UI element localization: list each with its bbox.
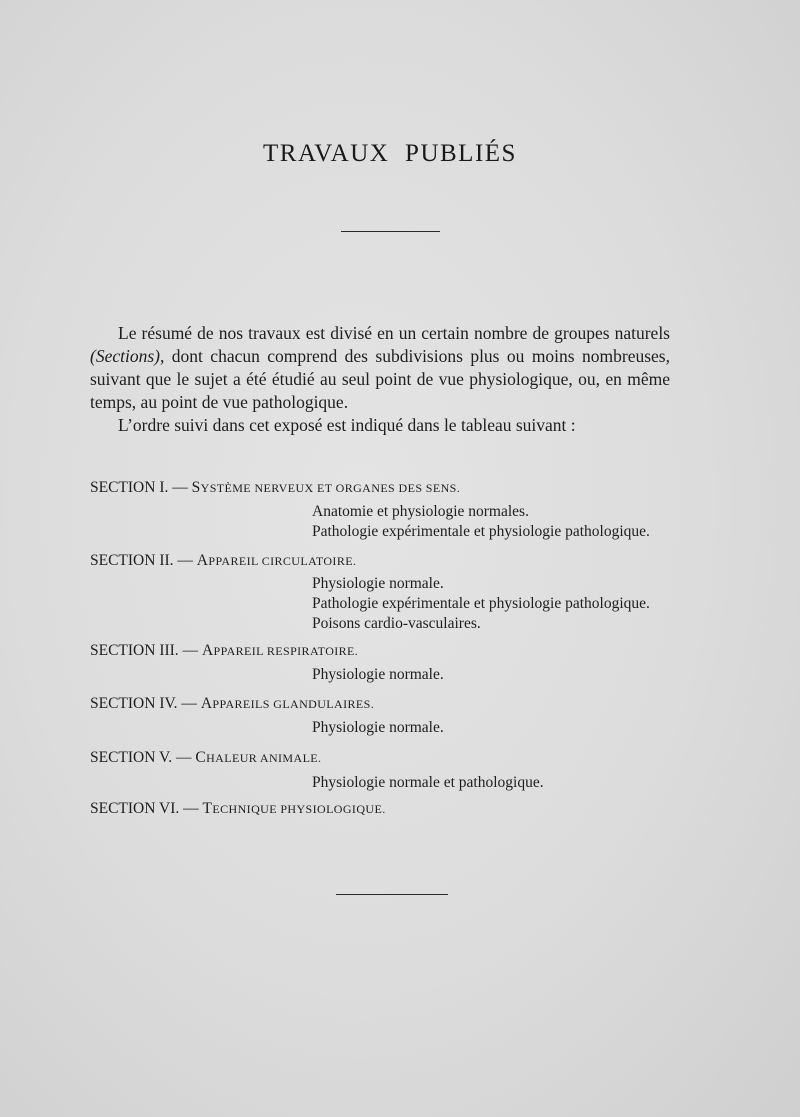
subsection-list	[90, 665, 690, 685]
intro-paragraph-1	[90, 322, 670, 414]
section-heading	[90, 551, 690, 571]
section-name-rest: ECHNIQUE PHYSIOLOGIQUE.	[212, 802, 386, 816]
subsection-item: Physiologie normale.	[312, 575, 444, 592]
subsection-item: Pathologie expérimentale et physiologie pathologique.	[312, 595, 650, 612]
section-name	[203, 802, 386, 816]
section-label: SECTION IV. —	[90, 695, 201, 712]
section-heading	[90, 694, 690, 714]
section-heading	[90, 641, 690, 661]
section-name-rest: YSTÈME NERVEUX ET ORGANES DES SENS.	[200, 481, 461, 495]
section-5	[90, 748, 690, 793]
section-name-initial: A	[200, 695, 213, 712]
section-name-rest: PPAREILS GLANDULAIRES.	[212, 697, 375, 711]
section-label: SECTION II. —	[90, 552, 197, 569]
section-label: SECTION I. —	[90, 479, 192, 496]
section-heading	[90, 799, 690, 819]
intro-text	[90, 322, 670, 437]
subsection-item: Pathologie expérimentale et physiologie pathologique.	[312, 523, 650, 540]
section-label: SECTION V. —	[90, 749, 196, 766]
sections-table	[90, 478, 690, 819]
subsection-item: Poisons cardio-vasculaires.	[312, 615, 481, 632]
closing-divider	[336, 894, 448, 895]
section-6	[90, 799, 690, 819]
section-2	[90, 551, 690, 634]
section-label: SECTION VI. —	[90, 800, 203, 817]
section-name-initial: T	[202, 800, 213, 817]
section-4	[90, 694, 690, 738]
section-name-initial: C	[195, 749, 207, 766]
section-heading	[90, 478, 690, 498]
intro-paragraph-1-start: Le résumé de nos travaux est divisé en un certain nombre de groupes naturels	[118, 323, 670, 343]
section-name-initial: A	[196, 552, 209, 569]
section-name-rest: PPAREIL RESPIRATOIRE.	[213, 644, 359, 658]
section-name-rest: HALEUR ANIMALE.	[206, 751, 322, 765]
section-name-initial: S	[191, 479, 201, 496]
subsection-list	[90, 773, 690, 793]
section-3	[90, 641, 690, 685]
section-name-rest: PPAREIL CIRCULATOIRE.	[208, 554, 357, 568]
intro-paragraph-2: L’ordre suivi dans cet exposé est indiqué dans le tableau suivant :	[118, 415, 576, 435]
subsection-item: Anatomie et physiologie normales.	[312, 503, 529, 520]
section-label: SECTION III. —	[90, 642, 202, 659]
subsection-list	[90, 574, 690, 634]
section-name	[192, 481, 461, 495]
subsection-list	[90, 718, 690, 738]
section-heading	[90, 748, 690, 768]
subsection-item: Physiologie normale et pathologique.	[312, 774, 544, 791]
page-title: TRAVAUX PUBLIÉS	[263, 140, 517, 167]
section-name	[201, 697, 374, 711]
intro-paragraph-1-end: , dont chacun comprend des subdivisions plus ou moins nombreuses, suivant que le sujet a été étudié au seul point de vue physiologique, ou, en même temps, au point de vue pathologique.	[90, 346, 670, 412]
subsection-item: Physiologie normale.	[312, 719, 444, 736]
section-name	[202, 644, 358, 658]
intro-sections-term: (Sections)	[90, 346, 160, 366]
title-divider	[341, 231, 440, 232]
subsection-item: Physiologie normale.	[312, 666, 444, 683]
section-name	[195, 751, 321, 765]
subsection-list	[90, 502, 690, 542]
section-name-initial: A	[201, 642, 214, 659]
section-1	[90, 478, 690, 542]
section-name	[197, 554, 357, 568]
